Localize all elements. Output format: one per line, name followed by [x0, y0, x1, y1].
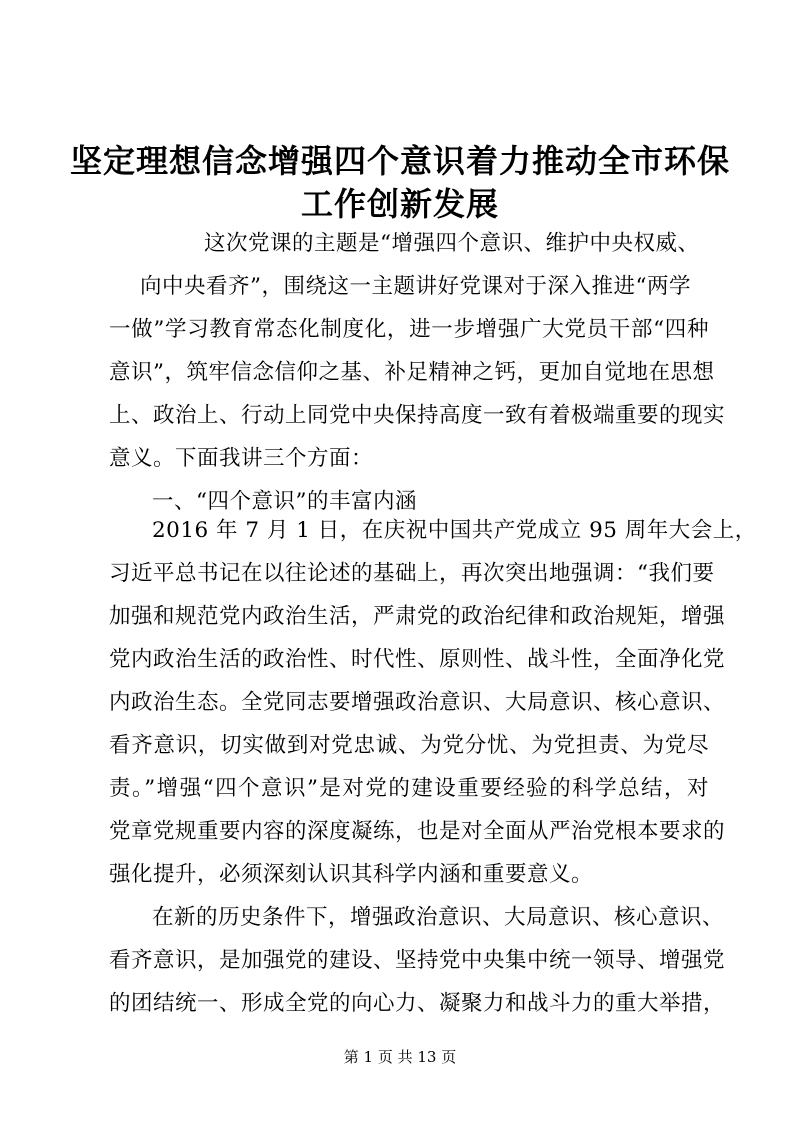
body-line: 在新的历史条件下，增强政治意识、大局意识、核心意识、	[152, 905, 725, 930]
body-line: 上、政治上、行动上同党中央保持高度一致有着极端重要的现实	[109, 403, 726, 428]
body-line: 内政治生态。全党同志要增强政治意识、大局意识、核心意识、	[109, 690, 726, 715]
body-line: 强化提升，必须深刻认识其科学内涵和重要意义。	[109, 862, 594, 887]
body-line: 这次党课的主题是“增强四个意识、维护中央权威、	[204, 231, 700, 256]
page-number-footer: 第 1 页 共 13 页	[343, 1048, 457, 1066]
body-line: 的团结统一、形成全党的向心力、凝聚力和战斗力的重大举措，	[109, 991, 726, 1016]
body-line: 习近平总书记在以往论述的基础上，再次突出地强调：“我们要	[109, 561, 715, 586]
document-title-line-2: 工作创新发展	[300, 185, 499, 223]
body-line: 一做”学习教育常态化制度化，进一步增强广大党员干部“四种	[109, 317, 709, 342]
body-line: 责。”增强“四个意识”是对党的建设重要经验的科学总结，对	[109, 776, 709, 801]
body-line: 看齐意识，是加强党的建设、坚持党中央集中统一领导、增强党	[109, 948, 726, 973]
body-line: 党内政治生活的政治性、时代性、原则性、战斗性，全面净化党	[109, 647, 726, 672]
body-line: 党章党规重要内容的深度凝练，也是对全面从严治党根本要求的	[109, 819, 726, 844]
body-line: 向中央看齐”，围绕这一主题讲好党课对于深入推进“两学	[140, 274, 691, 299]
section-heading: 一、“四个意识”的丰富内涵	[152, 489, 417, 514]
body-line: 意识”，筑牢信念信仰之基、补足精神之钙，更加自觉地在思想	[109, 360, 715, 385]
document-title-line-1: 坚定理想信念增强四个意识着力推动全市环保	[69, 142, 730, 180]
body-line: 加强和规范党内政治生活，严肃党的政治纪律和政治规矩，增强	[109, 604, 726, 629]
body-line: 2016 年 7 月 1 日，在庆祝中国共产党成立 95 周年大会上，	[152, 518, 757, 543]
body-line: 意义。下面我讲三个方面：	[109, 446, 374, 471]
body-line: 看齐意识，切实做到对党忠诚、为党分忧、为党担责、为党尽	[109, 733, 709, 758]
